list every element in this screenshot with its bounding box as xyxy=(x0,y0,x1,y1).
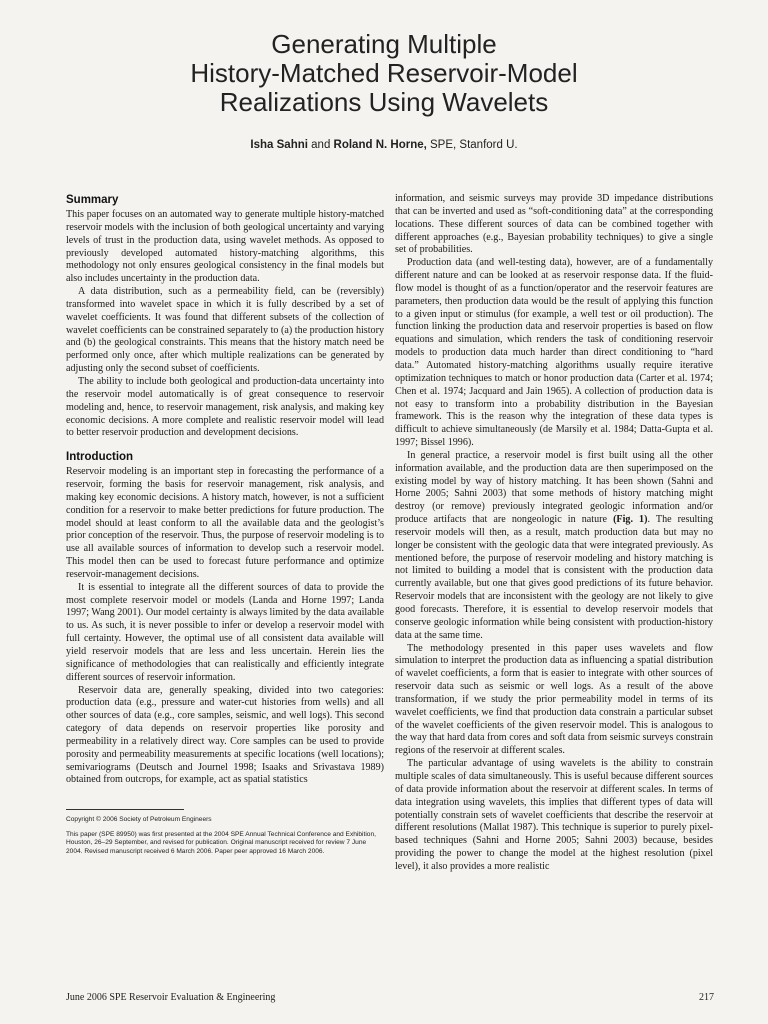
author-2: Roland N. Horne, xyxy=(333,139,427,151)
introduction-paragraph-1: Reservoir modeling is an important step in forecasting the performance of a reservoir, forming the basis for reservoir management, risk analysis, and making key economic decisions. A history match, however, is not a sufficient condition for a reservoir to make better predictions for future production. The model should at least conform to all the available data and the geologist’s prior conception of the reservoir. Thus, the purpose of reservoir modeling is to use all available sources of information to develop such a reservoir model. This model then can be used to forecast future performance and optimize reservoir-management decisions. xyxy=(66,466,384,580)
copyright-footnote: Copyright © 2006 Society of Petroleum Engineers xyxy=(66,816,212,824)
right-paragraph-1: information, and seismic surveys may provide 3D impedance distributions that can be inverted and used as “soft-conditioning data” at the corresponding locations. These different sources of data can be combined together with different approaches (e.g., Bayesian probability techniques) to give a single set of probabilities. xyxy=(395,193,713,256)
summary-heading: Summary xyxy=(66,194,119,206)
right-column xyxy=(395,193,713,874)
page-number: 217 xyxy=(699,992,714,1003)
figure-1-reference[interactable]: (Fig. 1) xyxy=(613,514,648,526)
right-paragraph-2: Production data (and well-testing data), however, are of a fundamentally different nature and can be looked at as reservoir response data. If the fluid-flow model is thought of as a function/operator and the reservoir features are parameters, then production data would be the result of applying this function to a given input or stimulus (for example, a well test or oil production). The function linking the production data and reservoir properties is based on flow equations and simulation, which renders the task of conditioning reservoir models to production data much harder than direct conditioning to “hard data.” Automated history-matching algorithms usually require iterative optimization techniques to match or honor production data (Carter et al. 1974; Chen et al. 1974; Jacquard and Jain 1965). A collection of production data is not easy to transform into a probability distribution in the Bayesian framework. This is the reason why the integration of these data types is difficult to achieve simultaneously (de Marsily et al. 1984; Datta-Gupta et al. 1997; Bissel 1996). xyxy=(395,257,713,449)
title-line-1: Generating Multiple xyxy=(271,29,497,59)
paper-title xyxy=(0,30,768,117)
right-paragraph-3-end: . The resulting reservoir models will then, as a result, match production data but may no longer be consistent with the geologic data that were integrated previously. As mentioned before, the purpose of reservoir modeling and history matching is not limited to building a model that is consistent with the production data currently available, but one that gives good predictions of its future behavior. Reservoir models that are inconsistent with the geology are not likely to give good forecasts. Therefore, it is essential to develop reservoir models that conserve geologic information while being consistent with production-history data at the same time. xyxy=(395,514,714,641)
summary-paragraph-3: The ability to include both geological and production-data uncertainty into the reservoir model automatically is of great consequence to reservoir modeling and, hence, to reservoir management, risk analysis, and making key economic decisions. A more complete and realistic reservoir model will lead to better reservoir production and development decisions. xyxy=(66,375,384,439)
left-column xyxy=(66,192,384,856)
journal-footer: June 2006 SPE Reservoir Evaluation & Engineering xyxy=(66,992,276,1003)
paper-info-footnote: This paper (SPE 89950) was first presented at the 2004 SPE Annual Technical Conference and Exhibition, Houston, 26–29 September, and revised for publication. Original manuscript received for review 7 June 2004. Revised manuscript received 6 March 2006. Paper peer approved 16 March 2006. xyxy=(66,830,376,855)
summary-paragraph-1: This paper focuses on an automated way to generate multiple history-matched reservoir models with the inclusion of both geological uncertainty and varying levels of trust in the production data, using wavelet methods. As opposed to previously developed automated history-matching algorithms, this methodology not only ensures geological consistency in the final models but also includes uncertainty in the production data. xyxy=(66,209,384,285)
right-paragraph-5: The particular advantage of using wavelets is the ability to constrain multiple scales of data simultaneously. This is useful because different sources of data provide information about the reservoir at different scales. In terms of data integration using wavelets, this implies that different types of data will potentially constrain sets of wavelet coefficients that describe the reservoir at different resolutions (Mallat 1987). This technique is superior to purely pixel-based techniques (Sahni and Horne 2005; Sahni 2003) because, besides providing the power to change the model at the highest resolution (pixel level), it also provides a more realistic xyxy=(395,758,713,872)
right-paragraph-4: The methodology presented in this paper uses wavelets and flow simulation to interpret the production data as influencing a spatial distribution of wavelet coefficients, a form that is easier to integrate with other sources of reservoir data such as seismic or well logs. As a result of the above transformation, if we study the prior permeability model in terms of its wavelet coefficients, we find that production data constrain a particular subset of the wavelet coefficients of the given reservoir model. This is analogous to the way that hard data from cores and soft data from seismic surveys constrain regions of the reservoir at different scales. xyxy=(395,642,713,757)
author-1: Isha Sahni xyxy=(250,139,308,151)
right-paragraph-3 xyxy=(395,450,713,643)
right-paragraph-3-start: In general practice, a reservoir model is first built using all the other information available, and the production data are then superimposed on the existing model by way of history matching. It has been shown (Sahni and Horne 2005; Sahni 2003) that some methods of history matching might destroy (or remove) previously integrated geologic information and/or produce artifacts that are nongeologic in nature xyxy=(395,449,713,526)
author-conjunction: and xyxy=(307,139,334,151)
footnote-separator xyxy=(66,809,184,810)
introduction-heading: Introduction xyxy=(66,451,134,464)
summary-paragraph-2: A data distribution, such as a permeability field, can be (reversibly) transformed into wavelet space in which it is fully described by a set of wavelet coefficients. It was found that different subsets of the collection of wavelet coefficients can be constrained separately to (a) the production history and (b) the geological constraints. This means that the history match need be performed only once, after which multiple realizations can be generated by adjusting only the second subset of coefficients. xyxy=(66,286,384,375)
author-line xyxy=(0,139,768,151)
author-affiliation: SPE, Stanford U. xyxy=(426,139,518,151)
title-line-3: Realizations Using Wavelets xyxy=(219,87,549,117)
introduction-paragraph-2: It is essential to integrate all the different sources of data to provide the most complete reservoir model or models (Landa and Horne 1997; Landa 1997; Wang 2001). Our model certainty is always limited by the data available to us. As such, it is never possible to infer or develop a reservoir model with full certainty. However, the optimal use of all consistent data available will yield reservoir models that are less and less uncertain. Herein lies the significance of methodologies that can realistically and efficiently integrate different sources of reservoir information. xyxy=(66,581,384,683)
title-line-2: History-Matched Reservoir-Model xyxy=(190,58,578,88)
introduction-paragraph-3: Reservoir data are, generally speaking, divided into two categories: production data (e.g., pressure and water-cut histories from wells) and all other sources of data (e.g., core samples, seismic, and well logs). This second category of data depends on reservoir properties like porosity and permeability in a relatively direct way. Core samples can be used to provide porosity and permeability measurements at specific locations (well locations); semivariograms (Deutsch and Journel 1998; Isaaks and Srivastava 1989) obtained from outcrops, for example, act as spatial statistics xyxy=(66,684,384,786)
